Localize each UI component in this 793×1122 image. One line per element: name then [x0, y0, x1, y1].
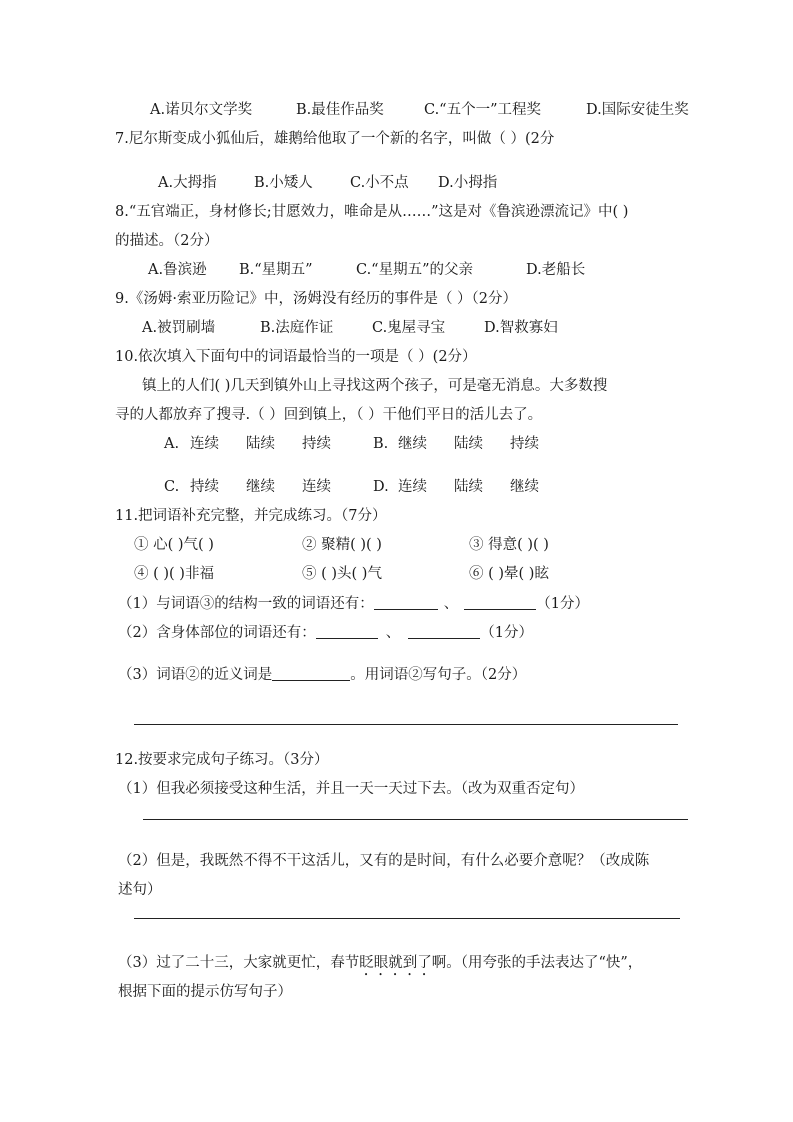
q7-stem: 7.尼尔斯变成小狐仙后，雄鹅给他取了一个新的名字，叫做（ ）(2分	[115, 131, 555, 147]
q7-option-c: C.小不点	[350, 175, 409, 191]
q12-sub3-pre: （3）过了二十三，大家就更忙，春节	[118, 955, 360, 971]
q10-stem: 10.依次填入下面句中的词语最恰当的一项是（ ）(2分）	[115, 349, 477, 365]
q10-option-a-word-3: 持续	[302, 436, 331, 452]
q10-option-b-word-3: 持续	[510, 436, 539, 452]
q8-option-a: A.鲁滨逊	[148, 262, 207, 278]
q11-sub2-separator: 、	[385, 625, 401, 641]
q11-sub2-blank-1[interactable]	[316, 638, 378, 639]
q10-option-b-word-2: 陆续	[454, 436, 483, 452]
q11-sub1-blank-1[interactable]	[374, 609, 438, 610]
q7-option-a: A.大拇指	[158, 175, 217, 191]
q12-sub3-dotted-phrase: 眨眼就到了	[359, 955, 432, 971]
q10-option-a-word-1: 连续	[190, 436, 219, 452]
q11-sub1-blank-2[interactable]	[464, 609, 536, 610]
q11-sub1	[118, 594, 589, 614]
q10-passage-line2: 寻的人都放弃了搜寻.（ ）回到镇上，（ ）干他们平日的活儿去了。	[115, 407, 543, 423]
q11-sub2-score: （1分）	[480, 625, 533, 641]
q12-sub2-answer-line[interactable]	[134, 918, 680, 919]
q8-stem-line2: 的描述。（2分）	[115, 233, 219, 249]
q12-stem: 12.按要求完成句子练习。（3分）	[115, 752, 329, 768]
q12-sub3-post: 啊。（用夸张的手法表达了“快”，	[431, 955, 643, 971]
q9-option-b: B.法庭作证	[260, 320, 334, 336]
q11-word-5: ⑤ ( )头( )气	[302, 566, 382, 582]
q11-word-6: ⑥ ( )晕( )眩	[469, 566, 549, 582]
q6-option-a: A.诺贝尔文学奖	[150, 102, 253, 118]
q11-word-2: ② 聚精( )( )	[302, 537, 382, 553]
q10-option-d-word-3: 继续	[510, 479, 539, 495]
q10-option-b-label: B.	[373, 436, 389, 452]
q10-option-c-word-2: 继续	[246, 479, 275, 495]
q12-sub3-line2: 根据下面的提示仿写句子）	[118, 984, 292, 1000]
q10-option-b-word-1: 继续	[398, 436, 427, 452]
q9-option-d: D.智救寡妇	[484, 320, 558, 336]
q10-option-c-word-3: 连续	[302, 479, 331, 495]
q6-option-d: D.国际安徒生奖	[586, 102, 689, 118]
q11-word-3: ③ 得意( )( )	[469, 537, 549, 553]
q9-option-a: A.被罚刷墙	[142, 320, 216, 336]
q12-sub1: （1）但我必须接受这种生活，并且一天一天过下去。（改为双重否定句）	[118, 781, 584, 797]
q10-option-c-word-1: 持续	[190, 479, 219, 495]
q12-sub3-line1	[118, 953, 642, 979]
q9-option-c: C.鬼屋寻宝	[372, 320, 446, 336]
q11-sub3	[118, 665, 526, 685]
q10-passage-line1: 镇上的人们( )几天到镇外山上寻找这两个孩子，可是毫无消息。大多数搜	[142, 378, 608, 394]
q11-word-1: ① 心( )气( )	[134, 537, 214, 553]
q11-sub2	[118, 623, 533, 643]
q9-stem: 9.《汤姆·索亚历险记》中，汤姆没有经历的事件是（ ）（2分）	[115, 291, 518, 307]
q11-sub1-score: （1分）	[536, 596, 589, 612]
q10-option-d-word-2: 陆续	[454, 479, 483, 495]
q8-option-c: C.“星期五”的父亲	[356, 262, 474, 278]
q11-sub1-text: （1）与词语③的结构一致的词语还有：	[118, 596, 374, 612]
q10-option-c-label: C.	[164, 479, 180, 495]
q11-sub1-separator: 、	[443, 596, 459, 612]
q10-option-a-label: A.	[164, 436, 180, 452]
q10-option-a-word-2: 陆续	[246, 436, 275, 452]
q6-option-b: B.最佳作品奖	[296, 102, 384, 118]
q11-word-4: ④ ( )( )非福	[134, 566, 214, 582]
q11-sub3-text-b: 。用词语②写句子。（2分）	[350, 667, 527, 683]
q11-sub3-blank[interactable]	[272, 680, 350, 681]
q11-sub3-text-a: （3）词语②的近义词是	[118, 667, 273, 683]
q7-option-d: D.小拇指	[438, 175, 498, 191]
q7-option-b: B.小矮人	[254, 175, 313, 191]
q12-sub2-line2: 述句）	[118, 882, 162, 898]
q8-option-d: D.老船长	[526, 262, 586, 278]
q11-sub2-blank-2[interactable]	[408, 638, 480, 639]
q12-sub2-line1: （2）但是，我既然不得不干这活儿，又有的是时间，有什么必要介意呢？（改成陈	[118, 853, 650, 869]
q8-stem-line1: 8.“五官端正，身材修长;甘愿效力，唯命是从……”这是对《鲁滨逊漂流记》中( )	[115, 204, 629, 220]
q10-option-d-label: D.	[373, 479, 389, 495]
q11-stem: 11.把词语补充完整，并完成练习。（7分）	[115, 508, 387, 524]
q10-option-d-word-1: 连续	[398, 479, 427, 495]
q12-sub1-answer-line[interactable]	[143, 819, 688, 820]
q8-option-b: B.“星期五”	[239, 262, 313, 278]
q6-option-c: C.“五个一”工程奖	[424, 102, 542, 118]
q11-sub3-answer-line[interactable]	[134, 724, 678, 725]
q11-sub2-text: （2）含身体部位的词语还有：	[118, 625, 316, 641]
